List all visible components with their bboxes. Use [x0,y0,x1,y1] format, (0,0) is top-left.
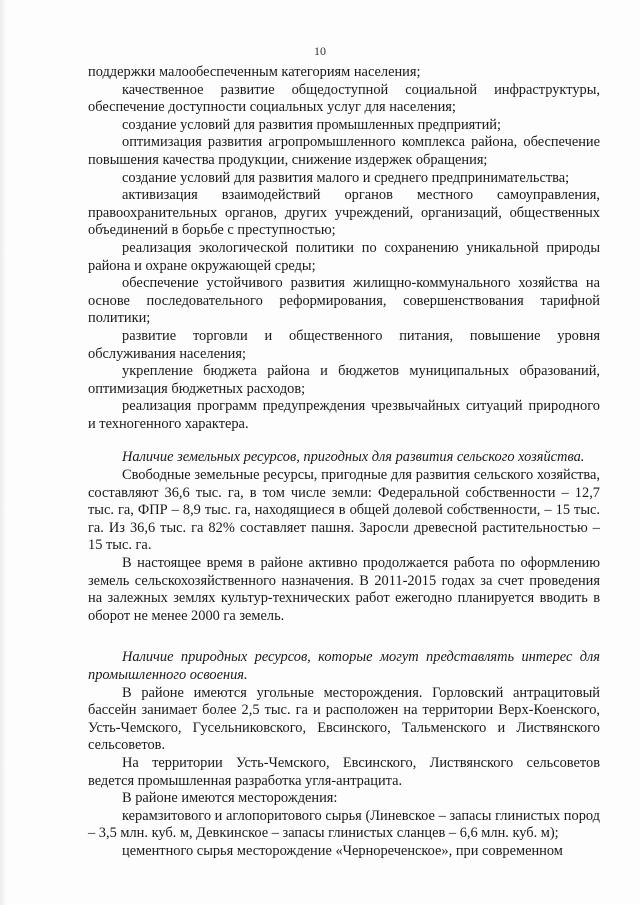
paragraph-emergency: реализация программ предупреждения чрезвычайных ситуаций природного и техногенного характера. [88,398,600,432]
heading-natural-resources: Наличие природных ресурсов, которые могут представлять интерес для промышленного освоения. [88,649,600,683]
paragraph-social-support: поддержки малообеспеченным категориям населения; [88,64,421,80]
paragraph-deposits-intro: В районе имеются месторождения: [122,790,338,807]
paragraph-agro-complex: оптимизация развития агропромышленного комплекса района, обеспечение повышения качества продукции, снижение издержек обращения; [88,134,600,168]
scan-edge-shadow [0,0,6,905]
paragraph-land-resources: Свободные земельные ресурсы, пригодные для развития сельского хозяйства, составляют 36,6 тыс. га, в том числе земли: Федеральной собственности – 12,7 тыс. га, ФПР – 8,9 тыс. га, находящиеся в общей долевой собственности, – 15 тыс. га. Из 36,6 тыс. га 82% составляет пашня. Заросли древесной растительностью – 15 тыс. га. [88,467,600,554]
section-gap [88,433,600,449]
page-number: 10 [314,44,326,58]
paragraph-coal-deposits: В районе имеются угольные месторождения. Горловский антрацитовый бассейн занимает более 2,5 тыс. га и расположен на территории Верх-Коенского, Усть-Чемского, Гусельниковского, Евсинского, Тальменского и Листвянского сельсоветов. [88,684,600,754]
paragraph-cement-raw: цементного сырья месторождение «Чернореченское», при современном [122,842,563,859]
paragraph-housing-utilities: обеспечение устойчивого развития жилищно-коммунального хозяйства на основе последовательного реформирования, совершенствования тарифной политики; [88,275,600,327]
page-content [88,64,600,861]
paragraph-small-business: создание условий для развития малого и среднего предпринимательства; [122,169,570,186]
paragraph-budget: укрепление бюджета района и бюджетов муниципальных образований, оптимизация бюджетных расходов; [88,363,600,397]
paragraph-industrial-enterprises: создание условий для развития промышленных предприятий; [122,116,501,133]
paragraph-social-infrastructure: качественное развитие общедоступной социальной инфраструктуры, обеспечение доступности социальных услуг для населения; [88,81,600,116]
paragraph-anthracite-mining: На территории Усть-Чемского, Евсинского, Листвянского сельсоветов ведется промышленная разработка угля-антрацита. [88,754,600,789]
paragraph-trade: развитие торговли и общественного питания, повышение уровня обслуживания населения; [88,327,600,362]
paragraph-ecology: реализация экологической политики по сохранению уникальной природы района и охране окружающей среды; [88,239,600,274]
paragraph-crime-prevention: активизация взаимодействий органов местного самоуправления, правоохранительных органов, других учреждений, организаций, общественных объединений в борьбе с преступностью; [88,187,600,239]
heading-land-resources: Наличие земельных ресурсов, пригодных для развития сельского хозяйства. [122,449,585,466]
paragraph-land-registration: В настоящее время в районе активно продолжается работа по оформлению земель сельскохозяйственного назначения. В 2011-2015 годах за счет проведения на залежных землях культур-технических работ ежегодно планируется вводить в оборот не менее 2000 га земель. [88,555,600,624]
section-gap [88,625,600,649]
paragraph-claydite-raw: керамзитового и аглопоритового сырья (Линевское – запасы глинистых пород – 3,5 млн. куб. м, Девкинское – запасы глинистых сланцев – 6,6 млн. куб. м); [88,807,600,842]
